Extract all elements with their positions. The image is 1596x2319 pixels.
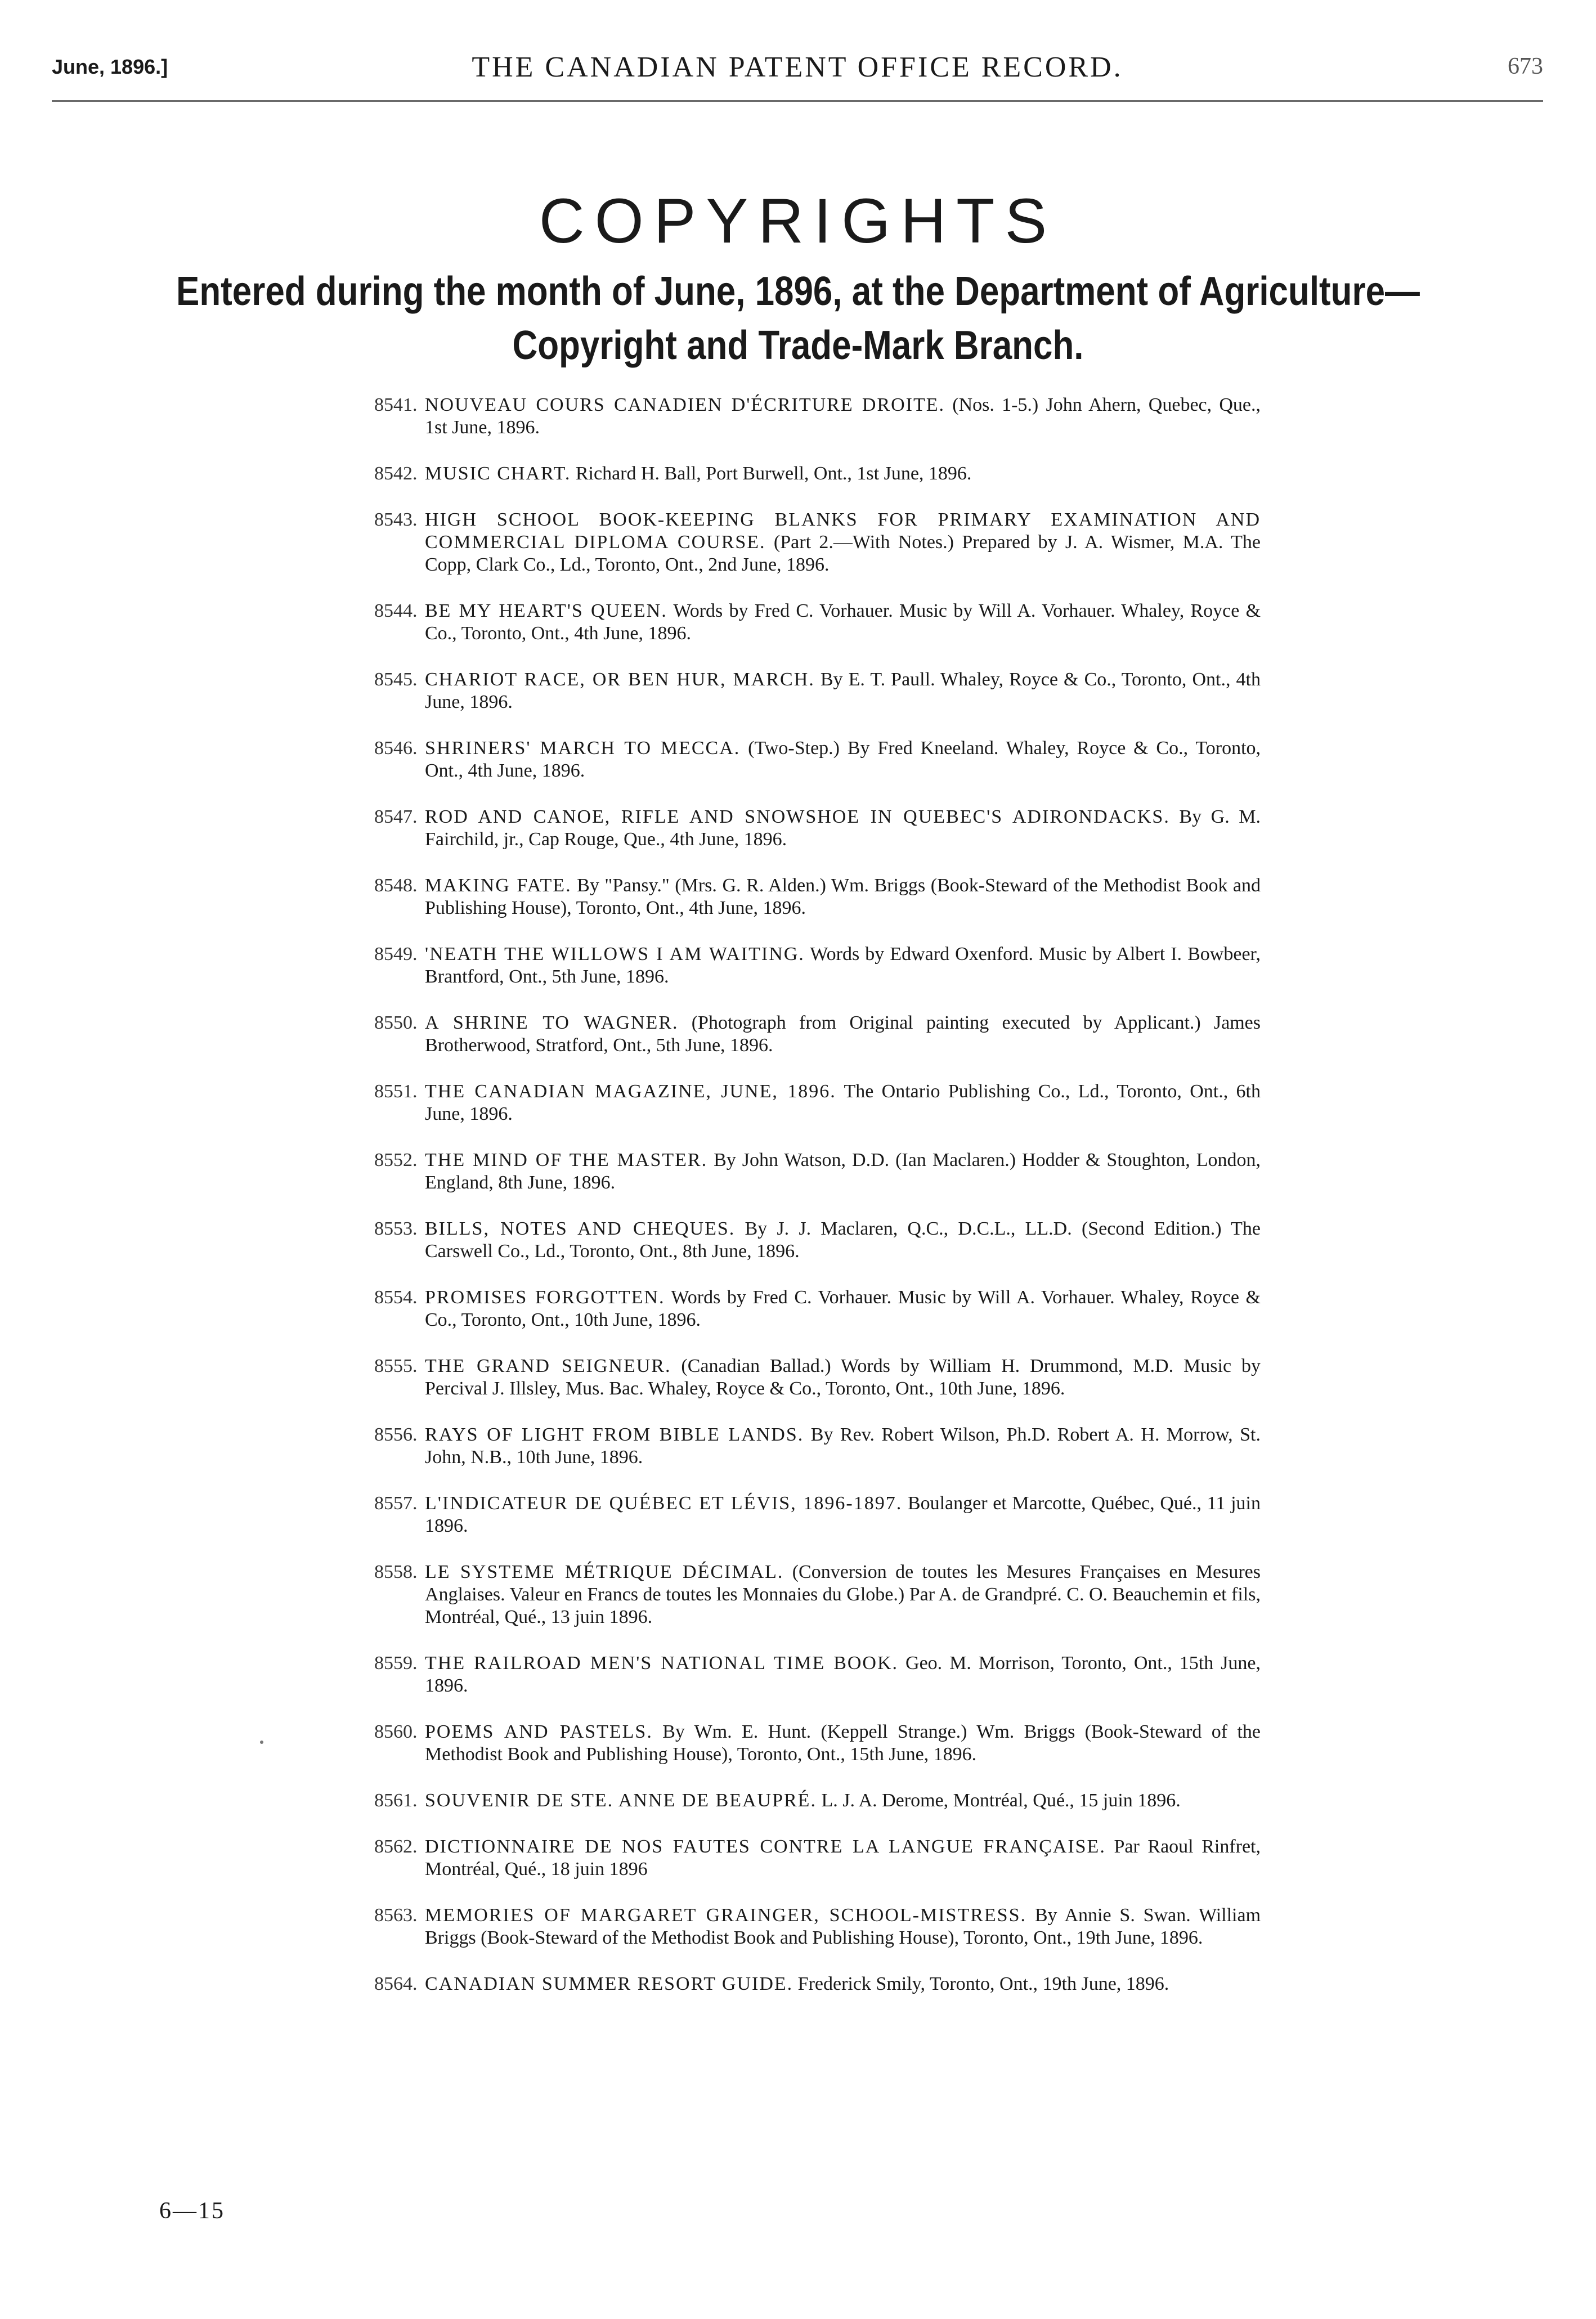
entry-title: THE CANADIAN MAGAZINE, JUNE, 1896.: [425, 1081, 836, 1102]
entry-details: By Annie S. Swan. William Briggs (Book-Steward of the Methodist Book and Publishing House), Toronto, Ont., 19th June, 1896.: [425, 1905, 1261, 1948]
entry-number: 8544.: [374, 600, 418, 621]
entry-title: NOUVEAU COURS CANADIEN D'ÉCRITURE DROITE.: [425, 394, 945, 415]
header-date: June, 1896.]: [52, 55, 168, 78]
entry-number: 8556.: [374, 1424, 418, 1445]
section-subtitle: [112, 264, 1485, 373]
entry-details: By J. J. Maclaren, Q.C., D.C.L., LL.D. (Second Edition.) The Carswell Co., Ld., Toronto, Ont., 8th June, 1896.: [425, 1218, 1261, 1262]
copyright-entry: [374, 1721, 1261, 1766]
entry-details: Words by Fred C. Vorhauer. Music by Will A. Vorhauer. Whaley, Royce & Co., Toronto, Ont., 4th June, 1896.: [425, 600, 1261, 644]
copyright-entry: [374, 1012, 1261, 1057]
entry-title: LE SYSTEME MÉTRIQUE DÉCIMAL.: [425, 1562, 784, 1582]
entry-details: (Nos. 1-5.) John Ahern, Quebec, Que., 1st June, 1896.: [425, 394, 1261, 438]
entry-title: BE MY HEART'S QUEEN.: [425, 600, 667, 621]
entry-details: Words by Edward Oxenford. Music by Albert I. Bowbeer, Brantford, Ont., 5th June, 1896.: [425, 944, 1261, 987]
copyright-entry: [374, 669, 1261, 714]
entry-title: MEMORIES OF MARGARET GRAINGER, SCHOOL-MISTRESS.: [425, 1905, 1026, 1926]
copyright-entry: [374, 1492, 1261, 1537]
entry-details: L. J. A. Derome, Montréal, Qué., 15 juin 1896.: [821, 1790, 1181, 1811]
page-header: [52, 50, 1543, 102]
entry-details: Geo. M. Morrison, Toronto, Ont., 15th June, 1896.: [425, 1653, 1261, 1696]
copyright-entries: [374, 394, 1261, 2019]
copyright-entry: [374, 463, 1261, 485]
copyright-entry: [374, 600, 1261, 645]
copyright-entry: [374, 1973, 1261, 1995]
entry-number: 8542.: [374, 463, 418, 484]
entry-title: RAYS OF LIGHT FROM BIBLE LANDS.: [425, 1424, 804, 1445]
copyright-entry: [374, 1652, 1261, 1697]
entry-number: 8543.: [374, 509, 418, 530]
entry-details: By G. M. Fairchild, jr., Cap Rouge, Que., 4th June, 1896.: [425, 806, 1261, 850]
entry-details: Frederick Smily, Toronto, Ont., 19th June, 1896.: [797, 1973, 1169, 1994]
entry-title: 'NEATH THE WILLOWS I AM WAITING.: [425, 944, 805, 965]
entry-details: (Conversion de toutes les Mesures Françaises en Mesures Anglaises. Valeur en Francs de toutes les Monnaies du Globe.) Par A. de Grandpré. C. O. Beauchemin et fils, Montréal, Qué., 13 juin 1896.: [425, 1562, 1261, 1627]
entry-title: CANADIAN SUMMER RESORT GUIDE.: [425, 1973, 793, 1994]
entry-number: 8552.: [374, 1150, 418, 1170]
entry-title: THE RAILROAD MEN'S NATIONAL TIME BOOK.: [425, 1653, 899, 1674]
entry-title: ROD AND CANOE, RIFLE AND SNOWSHOE IN QUEBEC'S ADIRONDACKS.: [425, 806, 1170, 827]
page-number: 673: [1508, 53, 1543, 79]
entry-details: The Ontario Publishing Co., Ld., Toronto, Ont., 6th June, 1896.: [425, 1081, 1261, 1124]
copyright-entry: [374, 943, 1261, 988]
copyright-entry: [374, 1286, 1261, 1331]
entry-number: 8551.: [374, 1081, 418, 1102]
entry-number: 8555.: [374, 1356, 418, 1376]
entry-details: Par Raoul Rinfret, Montréal, Qué., 18 juin 1896: [425, 1836, 1261, 1880]
page-title: COPYRIGHTS: [539, 186, 1057, 256]
entry-title: BILLS, NOTES AND CHEQUES.: [425, 1218, 736, 1239]
copyright-entry: [374, 1218, 1261, 1263]
entry-number: 8557.: [374, 1493, 418, 1514]
copyright-entry: [374, 1904, 1261, 1949]
entry-title: POEMS AND PASTELS.: [425, 1721, 653, 1742]
copyright-entry: [374, 1355, 1261, 1400]
entry-title: THE MIND OF THE MASTER.: [425, 1150, 708, 1170]
entry-details: By Rev. Robert Wilson, Ph.D. Robert A. H. Morrow, St. John, N.B., 10th June, 1896.: [425, 1424, 1261, 1468]
entry-details: (Canadian Ballad.) Words by William H. Drummond, M.D. Music by Percival J. Illsley, Mus. Bac. Whaley, Royce & Co., Toronto, Ont., 10th June, 1896.: [425, 1356, 1261, 1399]
copyright-entry: [374, 1149, 1261, 1194]
subtitle-line-2: Copyright and Trade-Mark Branch.: [512, 323, 1084, 368]
copyright-entry: [374, 806, 1261, 851]
subtitle-line-1: Entered during the month of June, 1896, at the Department of Agriculture—: [176, 269, 1420, 314]
copyright-entry: [374, 1561, 1261, 1629]
entry-number: 8554.: [374, 1287, 418, 1308]
entry-details: Words by Fred C. Vorhauer. Music by Will A. Vorhauer. Whaley, Royce & Co., Toronto, Ont., 10th June, 1896.: [425, 1287, 1261, 1330]
copyright-entry: [374, 394, 1261, 439]
copyright-entry: [374, 509, 1261, 576]
entry-number: 8563.: [374, 1905, 418, 1926]
entry-details: By E. T. Paull. Whaley, Royce & Co., Toronto, Ont., 4th June, 1896.: [425, 669, 1261, 712]
entry-details: By John Watson, D.D. (Ian Maclaren.) Hodder & Stoughton, London, England, 8th June, 1896.: [425, 1150, 1261, 1193]
copyright-entry: [374, 1424, 1261, 1469]
entry-number: 8549.: [374, 944, 418, 965]
entry-number: 8553.: [374, 1218, 418, 1239]
entry-title: CHARIOT RACE, OR BEN HUR, MARCH.: [425, 669, 815, 690]
entry-title: HIGH SCHOOL BOOK-KEEPING BLANKS FOR PRIMARY EXAMINATION AND COMMERCIAL DIPLOMA COURSE.: [425, 509, 1261, 553]
entry-details: (Part 2.—With Notes.) Prepared by J. A. Wismer, M.A. The Copp, Clark Co., Ld., Toronto, Ont., 2nd June, 1896.: [425, 532, 1261, 575]
entry-number: 8541.: [374, 394, 418, 415]
entry-title: DICTIONNAIRE DE NOS FAUTES CONTRE LA LANGUE FRANÇAISE.: [425, 1836, 1106, 1857]
entry-number: 8548.: [374, 875, 418, 896]
copyright-entry: [374, 874, 1261, 919]
copyright-entry: [374, 1789, 1261, 1812]
entry-number: 8564.: [374, 1973, 418, 1994]
entry-title: SOUVENIR DE STE. ANNE DE BEAUPRÉ.: [425, 1790, 817, 1811]
header-title: THE CANADIAN PATENT OFFICE RECORD.: [472, 51, 1123, 83]
entry-number: 8558.: [374, 1562, 418, 1582]
entry-details: By Wm. E. Hunt. (Keppell Strange.) Wm. Briggs (Book-Steward of the Methodist Book and Publishing House), Toronto, Ont., 15th June, 1896.: [425, 1721, 1261, 1765]
entry-number: 8545.: [374, 669, 418, 690]
entry-title: A SHRINE TO WAGNER.: [425, 1012, 679, 1033]
entry-title: PROMISES FORGOTTEN.: [425, 1287, 665, 1308]
entry-title: THE GRAND SEIGNEUR.: [425, 1356, 671, 1376]
entry-number: 8561.: [374, 1790, 418, 1811]
entry-title: MAKING FATE.: [425, 875, 572, 896]
entry-title: MUSIC CHART.: [425, 463, 571, 484]
copyright-entry: [374, 1836, 1261, 1881]
entry-details: (Two-Step.) By Fred Kneeland. Whaley, Royce & Co., Toronto, Ont., 4th June, 1896.: [425, 738, 1261, 781]
entry-details: Richard H. Ball, Port Burwell, Ont., 1st June, 1896.: [575, 463, 972, 484]
entry-details: Boulanger et Marcotte, Québec, Qué., 11 juin 1896.: [425, 1493, 1261, 1536]
entry-number: 8550.: [374, 1012, 418, 1033]
entry-details: (Photograph from Original painting executed by Applicant.) James Brotherwood, Stratford, Ont., 5th June, 1896.: [425, 1012, 1261, 1056]
entry-number: 8547.: [374, 806, 418, 827]
entry-title: SHRINERS' MARCH TO MECCA.: [425, 738, 741, 759]
entry-number: 8562.: [374, 1836, 418, 1857]
printer-signature: 6—15: [159, 2198, 225, 2224]
entry-details: By "Pansy." (Mrs. G. R. Alden.) Wm. Briggs (Book-Steward of the Methodist Book and Publishing House), Toronto, Ont., 4th June, 1896.: [425, 875, 1261, 918]
entry-number: 8560.: [374, 1721, 418, 1742]
copyright-entry: [374, 737, 1261, 782]
entry-number: 8546.: [374, 738, 418, 759]
copyright-entry: [374, 1080, 1261, 1125]
entry-title: L'INDICATEUR DE QUÉBEC ET LÉVIS, 1896-1897.: [425, 1493, 903, 1514]
entry-number: 8559.: [374, 1653, 418, 1674]
margin-mark: [260, 1741, 263, 1744]
